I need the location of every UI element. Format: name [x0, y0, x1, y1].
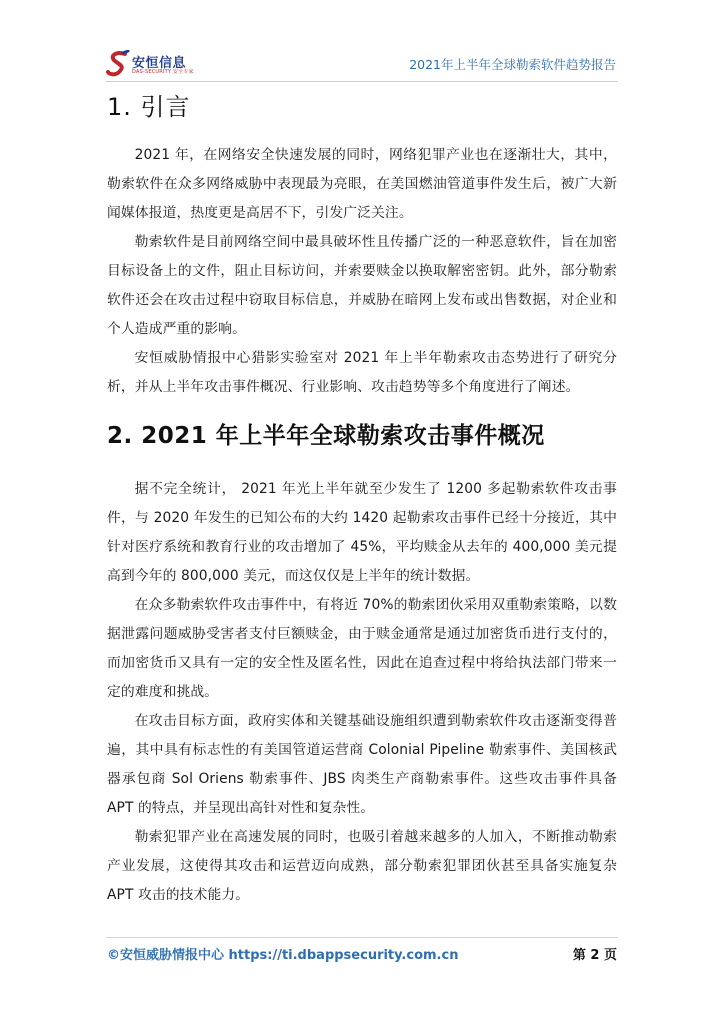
section-heading-introduction: 1. 引言	[107, 93, 191, 121]
section-heading-overview: 2. 2021 年上半年全球勒索攻击事件概况	[107, 423, 545, 449]
paragraph: 据不完全统计， 2021 年光上半年就至少发生了 1200 多起勒索软件攻击事件，与 2020 年发生的已知公布的大约 1420 起勒索攻击事件已经十分接近，其中针对医疗系统和教育行业的攻击增加了 45%，平均赎金从去年的 400,000 美元提高到今年的 800,000 美元，而这仅仅是上半年的统计数据。	[107, 481, 617, 584]
paragraph: 在众多勒索软件攻击事件中，有将近 70%的勒索团伙采用双重勒索策略，以数据泄露问题威胁受害者支付巨额赎金，由于赎金通常是通过加密货币进行支付的，而加密货币又具有一定的安全性及匿名性，因此在追查过程中将给执法部门带来一定的难度和挑战。	[107, 597, 617, 700]
company-logo	[106, 50, 206, 78]
page-number: 第 2 页	[572, 948, 617, 963]
logo-mark-icon	[106, 50, 130, 78]
header-divider	[106, 81, 618, 82]
logo-text: 安恒信息	[132, 56, 187, 71]
footer-source-link[interactable]: ©安恒威胁情报中心 https://ti.dbappsecurity.com.cn	[107, 948, 459, 963]
page-header	[0, 0, 724, 86]
page-content	[107, 88, 617, 910]
paragraph: 2021 年，在网络安全快速发展的同时，网络犯罪产业也在逐渐壮大，其中，勒索软件在众多网络威胁中表现最为亮眼，在美国燃油管道事件发生后，被广大新闻媒体报道，热度更是高居不下，引发广泛关注。	[107, 147, 617, 221]
paragraph: 在攻击目标方面，政府实体和关键基础设施组织遭到勒索软件攻击逐渐变得普遍，其中具有标志性的有美国管道运营商 Colonial Pipeline 勒索事件、美国核武器承包商 Sol Oriens 勒索事件、JBS 肉类生产商勒索事件。这些攻击事件具备 APT 的特点，并呈现出高针对性和复杂性。	[107, 713, 617, 816]
document-title: 2021年上半年全球勒索软件趋势报告	[409, 57, 616, 72]
footer-divider	[106, 937, 618, 938]
logo-subtitle: DAS-SECURITY 安全专家	[132, 69, 194, 75]
paragraph: 勒索软件是目前网络空间中最具破坏性且传播广泛的一种恶意软件，旨在加密目标设备上的文件，阻止目标访问，并索要赎金以换取解密密钥。此外，部分勒索软件还会在攻击过程中窃取目标信息，并威胁在暗网上发布或出售数据，对企业和个人造成严重的影响。	[107, 234, 617, 337]
paragraph: 勒索犯罪产业在高速发展的同时，也吸引着越来越多的人加入，不断推动勒索产业发展，这使得其攻击和运营迈向成熟，部分勒索犯罪团伙甚至具备实施复杂 APT 攻击的技术能力。	[107, 829, 617, 903]
paragraph: 安恒威胁情报中心猎影实验室对 2021 年上半年勒索攻击态势进行了研究分析，并从上半年攻击事件概况、行业影响、攻击趋势等多个角度进行了阐述。	[107, 350, 617, 395]
